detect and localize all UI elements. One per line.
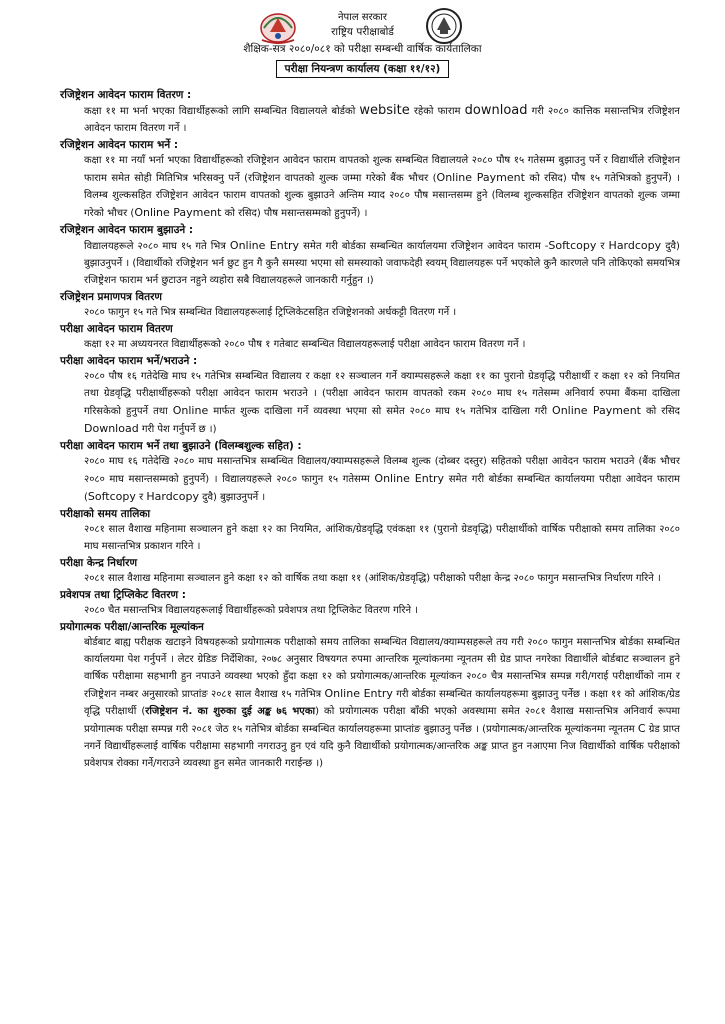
section-body: बोर्डबाट बाह्य परीक्षक खटाइने विषयहरूको प्रयोगात्मक परीक्षाको समय तालिका सम्बन्धित विद्यालय/क्याम्पसहरूले तय गरी २०८० फागुन मसान्तभित्र बोर्डका सम्बन्धित कार्यालयमा पेश गर्नुपर्ने । लेटर ग्रेडिङ निर्देशिका, २०७८ अनुसार विषयगत रुपमा आन्तरिक मूल्यांकनमा न्यूनतम सी ग्रेड प्राप्त नगरेका विद्यार्थीले बोर्डबाट सञ्चालन हुने वार्षिक परीक्षामा सहभागी हुन नपाउने व्यवस्था भएको हुँदा कक्षा १२ को प्रयोगात्मक/आन्तरिक मूल्यांकन २०८० चैत्र मसान्तभित्र सम्पन्न गरी/गराई परीक्षार्थीको नाम र रजिष्ट्रेशन नम्बर अनुसारको प्राप्तांङ २०८१ साल वैशाख १५ गतेभित्र Online Entry गरी बोर्डका सम्बन्धित कार्यालयहरूमा बुझाउनु पर्नेछ । कक्षा ११ को आंशिक/ग्रेड वृद्धि परीक्षार्थी (रजिष्ट्रेशन नं. का शुरुका दुई अङ्क ७६ भएका) को प्रयोगात्मक परीक्षा बाँकी भएको अवस्थामा समेत २०८१ वैशाख मसान्तभित्र अनिवार्य रूपमा प्रयोगात्मक परीक्षा सम्पन्न गरी २०८१ जेठ १५ गतेभित्र बोर्डका सम्बन्धित कार्यालयहरूमा प्राप्तांङ बुझाउनु पर्नेछ । (प्रयोगात्मक/आन्तरिक मूल्यांकनमा न्यूनतम C ग्रेड प्राप्त नगर्ने विद्यार्थीहरूलाई वार्षिक परीक्षामा सहभागी नगराउनु हुन एवं यदि कुनै विद्यार्थीको प्रयोगात्मक/आन्तरिक अङ्क प्राप्त हुन नआएमा निज विद्यार्थीको वार्षिक परीक्षाको प्रवेशपत्र रोक्का गर्ने/गराउने व्यवस्था हुन समेत जानकारी गराईन्छ ।) <box>84 637 680 769</box>
section-body: २०८० फागुन १५ गते भित्र सम्बन्धित विद्यालयहरूलाई ट्रिप्लिकेटसहित रजिष्ट्रेशनको अर्धकट्टी वितरण गर्ने । <box>84 307 457 318</box>
section-exam-form-distribution <box>60 322 680 353</box>
section-body: २०८१ साल वैशाख महिनामा सञ्चालन हुने कक्षा १२ को वार्षिक तथा कक्षा ११ (आंशिक/ग्रेडवृद्धि) परीक्षाको परीक्षा केन्द्र २०८० फागुन मसान्तभित्र निर्धारण गरिने । <box>84 573 661 584</box>
document-title: शैक्षिक-सत्र २०८०/०८१ को परीक्षा सम्बन्धी वार्षिक कार्यतालिका <box>243 43 482 55</box>
government-name: नेपाल सरकार <box>338 12 387 23</box>
section-title: प्रयोगात्मक परीक्षा/आन्तरिक मूल्यांकन <box>60 621 204 633</box>
section-body: कक्षा ११ मा नयाँ भर्ना भएका विद्यार्थीहरूको रजिष्ट्रेशन आवेदन फाराम वापतको शुल्क सम्बन्धित विद्यालयले २०८० पौष १५ गतेसम्म बुझाउनु पर्ने र विद्यार्थीले रजिष्ट्रेशन फाराम समेत सोही मितिभित्र भरिसक्नु पर्ने (रजिष्ट्रेशन वापतको शुल्क जम्मा गरेको बैंक भौचर (Online Payment को रसिद) पौष १५ गतेभित्रको हुनुपर्ने) । विलम्ब शुल्कसहित रजिष्ट्रेशन आवेदन फाराम वापतको शुल्क बुझाउने अन्तिम म्याद २०८० पौष मसान्तसम्म हुने (विलम्ब शुल्कसहित रजिष्ट्रेशन वापतको शुल्क जम्मा गरेको भौचर (Online Payment को रसिद) पौष मसान्तसम्मको हुनुपर्ने) । <box>84 155 680 219</box>
section-body: कक्षा ११ मा भर्ना भएका विद्यार्थीहरूको लागि सम्बन्धित विद्यालयले बोर्डको website रहेको फाराम download गरी २०८० कात्तिक मसान्तभित्र रजिष्ट्रेशन आवेदन फाराम वितरण गर्ने । <box>84 103 680 134</box>
section-exam-centre <box>60 556 680 587</box>
office-title: परीक्षा नियन्त्रण कार्यालय (कक्षा ११/१२) <box>276 60 450 78</box>
section-title: रजिष्ट्रेशन आवेदन फाराम वितरण : <box>60 89 192 101</box>
section-body: २०८० चैत मसान्तभित्र विद्यालयहरूलाई विद्यार्थीहरूको प्रवेशपत्र तथा ट्रिप्लिकेट वितरण गरिने । <box>84 605 418 616</box>
section-title: परीक्षा आवेदन फाराम भर्ने तथा बुझाउने (विलम्बशुल्क सहित) : <box>60 440 302 452</box>
section-exam-form-fill <box>60 354 680 438</box>
section-registration-certificate <box>60 290 680 321</box>
section-body: विद्यालयहरूले २०८० माघ १५ गते भित्र Online Entry समेत गरी बोर्डका सम्बन्धित कार्यालयमा रजिष्ट्रेशन आवेदन फाराम -Softcopy र Hardcopy दुवै) बुझाउनुपर्ने । (विद्यार्थीको रजिष्ट्रेशन भर्न छुट हुन गै कुनै समस्या भएमा सो समस्याको जवाफदेही स्वयम् विद्यालयहरू पर्ने भएकोले कुनै कारणले पनि तोकिएको समयभित्र रजिष्ट्रेशन फाराम भर्न छुटाउन नहुने व्यहोरा सबै विद्यालयहरूले जानकारी गर्नुहुन ।) <box>84 239 680 286</box>
section-registration-submit <box>60 223 680 289</box>
section-body: कक्षा १२ मा अध्ययनरत विद्यार्थीहरूको २०८० पौष १ गतेबाट सम्बन्धित विद्यालयहरूलाई परीक्षा आवेदन फाराम वितरण गर्ने । <box>84 339 526 350</box>
section-body: २०८० पौष १६ गतेदेखि माघ १५ गतेभित्र सम्बन्धित विद्यालय र कक्षा १२ सञ्चालन गर्ने क्याम्पसहरूले कक्षा ११ का पुरानो ग्रेडवृद्धि परीक्षार्थी र कक्षा १२ को नियमित तथा ग्रेडवृद्धि परीक्षार्थीहरूको परीक्षा आवेदन फाराम भराउने । (परीक्षा आवेदन फाराम वापतको रकम २०८० माघ १५ गतेसम्म अनिवार्य रुपमा बैंकमा दाखिला गरिसकेको हुनुपर्ने तथा Online मार्फत शुल्क दाखिला गर्ने व्यवस्था भएमा सो समेत २०८० माघ १५ गतेभित्र दाखिला गरी Online Payment को रसिद Download गरी पेश गर्नुपर्ने छ ।) <box>84 371 680 435</box>
schedule-content <box>60 88 680 773</box>
section-body: २०८० माघ १६ गतेदेखि २०८० माघ मसान्तभित्र सम्बन्धित विद्यालय/क्याम्पसहरूले विलम्ब शुल्क (दोब्बर दस्तुर) सहितको परीक्षा आवेदन फाराम भराउने (बैंक भौचर २०८० माघ मसान्तसम्मको हुनुपर्ने) । विद्यालयहरूले २०८० फागुन १५ गतेसम्म Online Entry समेत गरी बोर्डका सम्बन्धित कार्यालयमा परीक्षा आवेदन फाराम (Softcopy र Hardcopy दुवै) बुझाउनुपर्ने । <box>84 456 681 503</box>
section-title: रजिष्ट्रेशन आवेदन फाराम भर्ने : <box>60 139 179 151</box>
section-title: परीक्षा आवेदन फाराम भर्ने/भराउने : <box>60 355 198 367</box>
section-exam-timetable <box>60 507 680 555</box>
section-body: २०८१ साल वैशाख महिनामा सञ्चालन हुने कक्षा १२ का नियमित, आंशिक/ग्रेडवृद्धि एवंकक्षा ११ (पुरानो ग्रेडवृद्धि) परीक्षार्थीको वार्षिक परीक्षाको समय तालिका २०८० माघ मसान्तभित्र प्रकाशन गरिने । <box>84 524 680 552</box>
section-title: परीक्षाको समय तालिका <box>60 508 151 520</box>
section-practical-exam <box>60 620 680 772</box>
section-registration-distribution <box>60 88 680 137</box>
section-exam-form-late-fee <box>60 439 680 506</box>
section-title: रजिष्ट्रेशन आवेदन फाराम बुझाउने : <box>60 224 194 236</box>
board-name: राष्ट्रिय परीक्षाबोर्ड <box>331 26 394 38</box>
section-title: रजिष्ट्रेशन प्रमाणपत्र वितरण <box>60 291 162 303</box>
document-header <box>0 0 725 75</box>
section-registration-fill <box>60 138 680 222</box>
section-title: परीक्षा आवेदन फाराम वितरण <box>60 323 173 335</box>
section-title: परीक्षा केन्द्र निर्धारण <box>60 557 138 569</box>
section-admit-card <box>60 588 680 619</box>
section-title: प्रवेशपत्र तथा ट्रिप्लिकेट वितरण : <box>60 589 187 601</box>
